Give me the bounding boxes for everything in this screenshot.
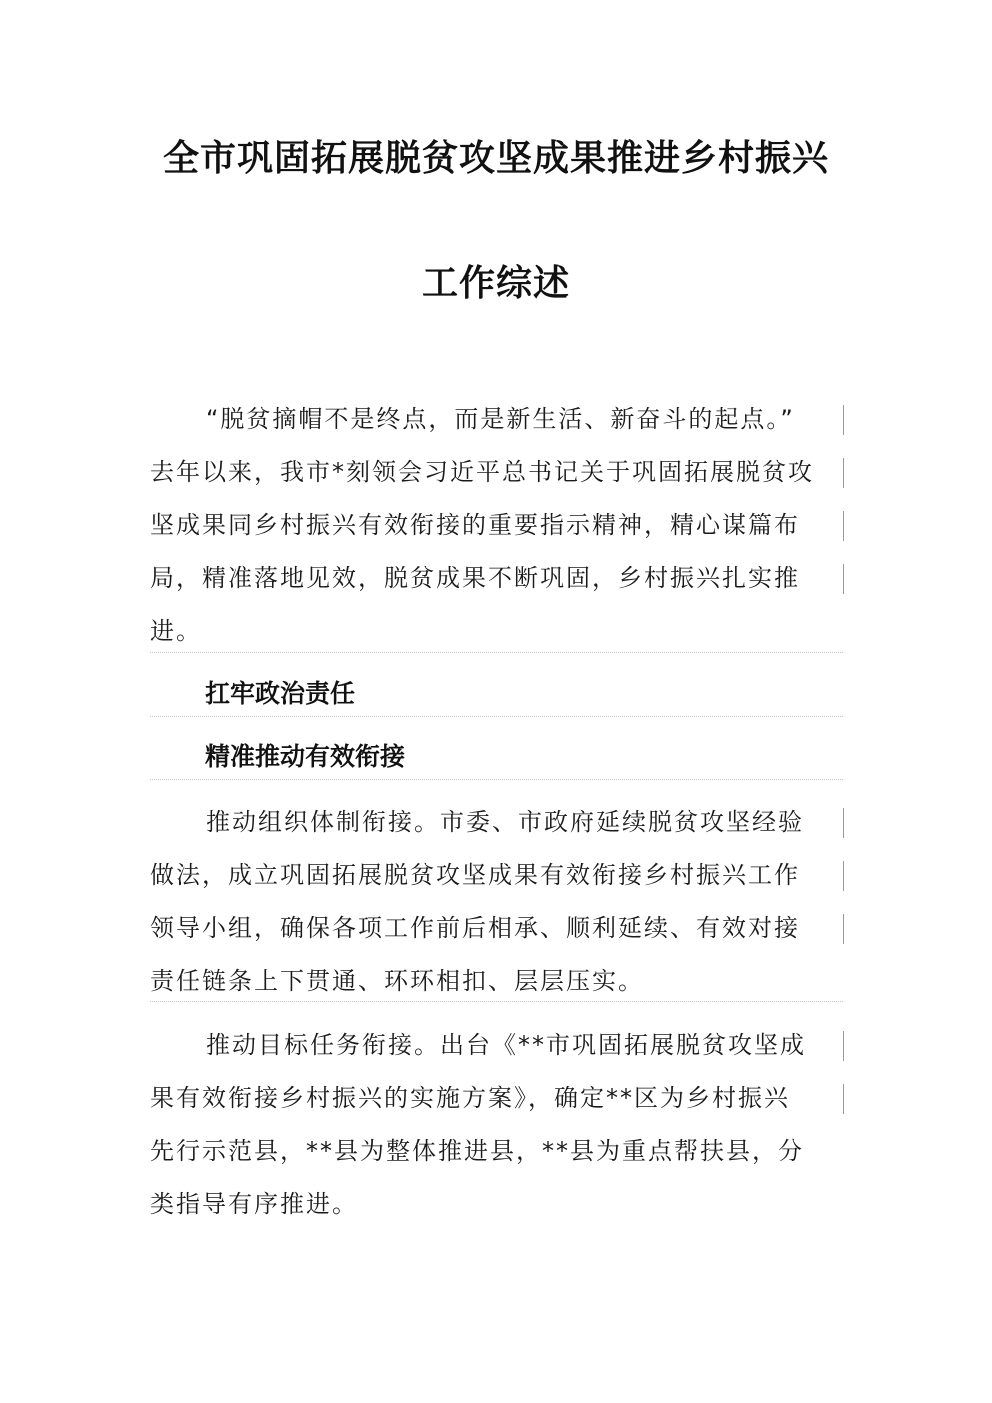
paragraph-line: 果有效衔接乡村振兴的实施方案》，确定**区为乡村振兴 (150, 1084, 790, 1112)
text-margin-mark (843, 405, 844, 435)
paragraph-line: 做法，成立巩固拓展脱贫攻坚成果有效衔接乡村振兴工作 (150, 861, 800, 889)
paragraph-line: 责任链条上下贯通、环环相扣、层层压实。 (150, 967, 644, 995)
section-heading: 扛牢政治责任 (205, 679, 356, 708)
text-margin-mark (843, 1031, 844, 1061)
text-margin-mark (843, 914, 844, 944)
intro-line: 局，精准落地见效，脱贫成果不断巩固，乡村振兴扎实推 (150, 564, 800, 592)
intro-line: 坚成果同乡村振兴有效衔接的重要指示精神，精心谋篇布 (150, 511, 800, 539)
paragraph-line: 先行示范县，**县为整体推进县，**县为重点帮扶县，分 (150, 1137, 804, 1165)
paragraph-separator (150, 1001, 843, 1002)
paragraph-line: 推动目标任务衔接。出台《**市巩固拓展脱贫攻坚成 (206, 1031, 806, 1059)
paragraph-line: 推动组织体制衔接。市委、市政府延续脱贫攻坚经验 (206, 808, 804, 836)
paragraph-separator (150, 652, 843, 653)
text-margin-mark (843, 564, 844, 594)
text-margin-mark (843, 1084, 844, 1114)
document-title-line-2: 工作综述 (421, 262, 570, 304)
paragraph-line: 领导小组，确保各项工作前后相承、顺利延续、有效对接 (150, 914, 800, 942)
section-heading: 精准推动有效衔接 (205, 742, 406, 771)
document-title-line-1: 全市巩固拓展脱贫攻坚成果推进乡村振兴 (162, 137, 829, 179)
intro-line: 去年以来，我市*刻领会习近平总书记关于巩固拓展脱贫攻 (150, 458, 814, 486)
intro-line: “脱贫摘帽不是终点，而是新生活、新奋斗的起点。” (206, 405, 795, 433)
text-margin-mark (843, 458, 844, 488)
text-margin-mark (843, 808, 844, 838)
body-paragraph (150, 796, 845, 1008)
text-margin-mark (843, 511, 844, 541)
paragraph-separator (150, 716, 843, 717)
paragraph-separator (150, 779, 843, 780)
text-margin-mark (843, 861, 844, 891)
intro-line: 进。 (150, 617, 202, 645)
intro-paragraph (150, 393, 845, 658)
paragraph-line: 类指导有序推进。 (150, 1190, 358, 1218)
body-paragraph (150, 1019, 845, 1231)
